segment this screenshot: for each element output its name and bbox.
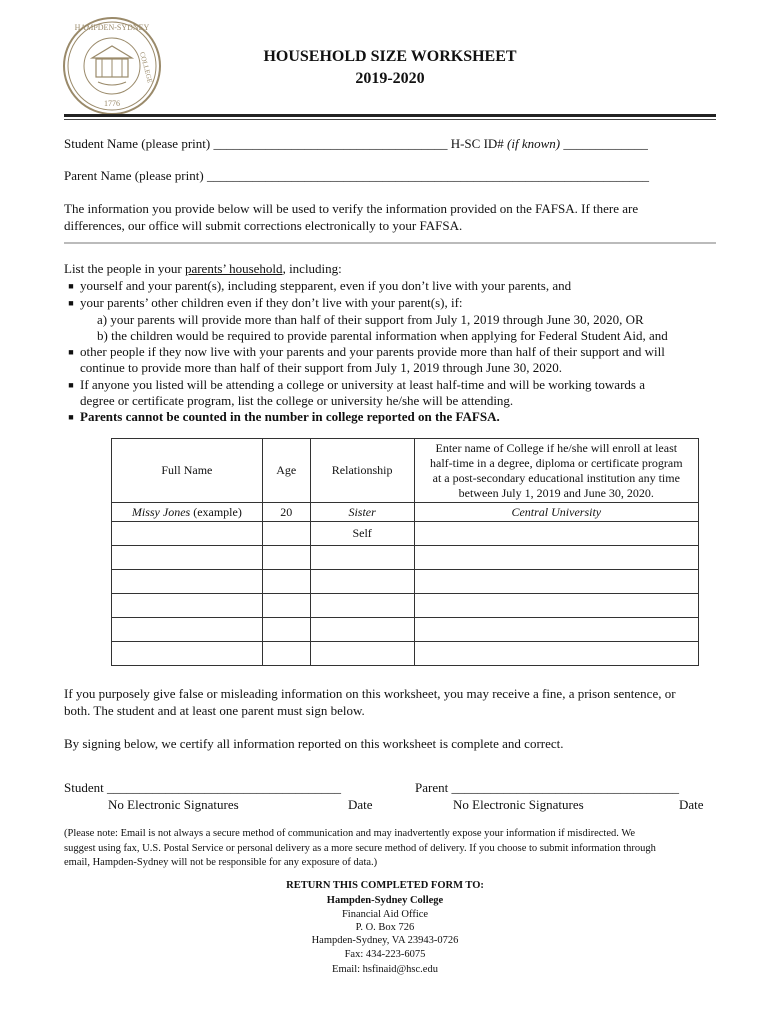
- list-item: ■ other people if they now live with your parents and your parents provide more than half of their support and will: [68, 344, 665, 359]
- col-header-age: Age: [262, 439, 310, 503]
- return-box: P. O. Box 726: [355, 922, 415, 933]
- svg-text:1776: 1776: [104, 99, 120, 108]
- example-age: 20: [262, 503, 310, 522]
- intro-line-1: The information you provide below will be used to verify the information provided on the FAFSA. If there are: [64, 201, 639, 216]
- parent-date-label: Date: [679, 797, 704, 812]
- table-row[interactable]: [112, 618, 699, 642]
- return-email[interactable]: Email: hsfinaid@hsc.edu: [332, 964, 438, 975]
- cell-relationship[interactable]: [310, 618, 414, 642]
- return-fax: Fax: 434-223-6075: [344, 949, 426, 960]
- section-divider: [64, 242, 716, 244]
- cell-college[interactable]: [414, 642, 698, 666]
- table-row-example: [112, 503, 699, 522]
- example-college: Central University: [414, 503, 698, 522]
- note-line-1: (Please note: Email is not always a secure method of communication and may inadvertently expose your information if misdirected. We: [64, 828, 636, 839]
- cell-name[interactable]: [112, 522, 263, 546]
- svg-text:COLLEGE: COLLEGE: [137, 51, 154, 84]
- list-item: ■ your parents’ other children even if they don’t live with your parent(s), if:: [68, 295, 463, 310]
- table-row[interactable]: [112, 642, 699, 666]
- cell-age[interactable]: [262, 642, 310, 666]
- cell-name[interactable]: [112, 594, 263, 618]
- header-rule-thin: [64, 119, 716, 120]
- cell-college[interactable]: [414, 570, 698, 594]
- student-signature-line[interactable]: Student ____________________________________: [64, 780, 341, 795]
- example-name: Missy Jones (example): [112, 503, 263, 522]
- list-lead: List the people in your parents’ household, including:: [64, 261, 342, 276]
- cell-name[interactable]: [112, 642, 263, 666]
- svg-text:HAMPDEN-SYDNEY: HAMPDEN-SYDNEY: [74, 23, 150, 32]
- student-date-label: Date: [348, 797, 373, 812]
- warning-line-1: If you purposely give false or misleading information on this worksheet, you may receive a fine, a prison sentence, or: [64, 686, 676, 701]
- page-year: 2019-2020: [355, 70, 425, 87]
- parent-signature-line[interactable]: Parent ___________________________________: [415, 780, 679, 795]
- warning-line-2: both. The student and at least one parent must sign below.: [64, 703, 365, 718]
- parent-name-field[interactable]: Parent Name (please print) ____________________________________________________________________: [64, 168, 649, 183]
- table-header-row: [112, 439, 699, 503]
- list-item-cont: continue to provide more than half of their support from July 1, 2019 through June 30, 2020.: [80, 360, 563, 375]
- intro-line-2: differences, our office will submit corrections electronically to your FAFSA.: [64, 218, 463, 233]
- list-item-cont: degree or certificate program, list the college or university he/she will be attending.: [80, 393, 514, 408]
- list-subitem: a) your parents will provide more than half of their support from July 1, 2019 through June 30, 2020, OR: [97, 312, 644, 327]
- cell-age[interactable]: [262, 618, 310, 642]
- cell-relationship[interactable]: [310, 546, 414, 570]
- return-city: Hampden-Sydney, VA 23943-0726: [311, 935, 459, 946]
- certify-text: By signing below, we certify all information reported on this worksheet is complete and correct.: [64, 736, 564, 751]
- cell-college[interactable]: [414, 618, 698, 642]
- cell-name[interactable]: [112, 546, 263, 570]
- college-seal: [62, 16, 162, 116]
- table-row[interactable]: [112, 522, 699, 546]
- student-name-field[interactable]: Student Name (please print) ____________________________________ H-SC ID# (if known) _____________: [64, 136, 648, 151]
- return-office: Financial Aid Office: [341, 909, 429, 920]
- header-rule: [64, 114, 716, 117]
- list-item: ■ Parents cannot be counted in the number in college reported on the FAFSA.: [68, 409, 500, 424]
- cell-relationship[interactable]: [310, 642, 414, 666]
- seal-icon: [62, 16, 162, 116]
- col-header-name: Full Name: [112, 439, 263, 503]
- cell-college[interactable]: [414, 546, 698, 570]
- return-heading: RETURN THIS COMPLETED FORM TO:: [286, 880, 484, 891]
- list-item: ■ yourself and your parent(s), including stepparent, even if you don’t live with your parents, and: [68, 278, 572, 293]
- self-relationship: Self: [310, 522, 414, 546]
- cell-college[interactable]: [414, 594, 698, 618]
- cell-age[interactable]: [262, 570, 310, 594]
- table-row[interactable]: [112, 570, 699, 594]
- cell-relationship[interactable]: [310, 570, 414, 594]
- note-line-2: suggest using fax, U.S. Postal Service or personal delivery as a more secure method of delivery. If you choose to submit information through: [64, 843, 656, 854]
- col-header-relationship: Relationship: [310, 439, 414, 503]
- student-no-esig: No Electronic Signatures: [108, 797, 239, 812]
- cell-age[interactable]: [262, 522, 310, 546]
- cell-name[interactable]: [112, 618, 263, 642]
- return-college: Hampden-Sydney College: [326, 895, 444, 906]
- cell-name[interactable]: [112, 570, 263, 594]
- cell-age[interactable]: [262, 594, 310, 618]
- example-relationship: Sister: [310, 503, 414, 522]
- cell-college[interactable]: [414, 522, 698, 546]
- list-item: ■ If anyone you listed will be attending a college or university at least half-time and will be working towards a: [68, 377, 645, 392]
- table-row[interactable]: [112, 546, 699, 570]
- cell-relationship[interactable]: [310, 594, 414, 618]
- parent-no-esig: No Electronic Signatures: [453, 797, 584, 812]
- note-line-3: email, Hampden-Sydney will not be responsible for any exposure of data.): [64, 857, 378, 868]
- list-subitem: b) the children would be required to provide parental information when applying for Federal Student Aid, and: [97, 328, 668, 343]
- cell-age[interactable]: [262, 546, 310, 570]
- household-table: [111, 438, 699, 666]
- page-title: HOUSEHOLD SIZE WORKSHEET: [263, 48, 517, 65]
- col-header-college: Enter name of College if he/she will enroll at least half-time in a degree, diploma or certificate program at a post-secondary educational institution any time between July 1, 2019 and June 30, 2020.: [414, 439, 698, 503]
- table-row[interactable]: [112, 594, 699, 618]
